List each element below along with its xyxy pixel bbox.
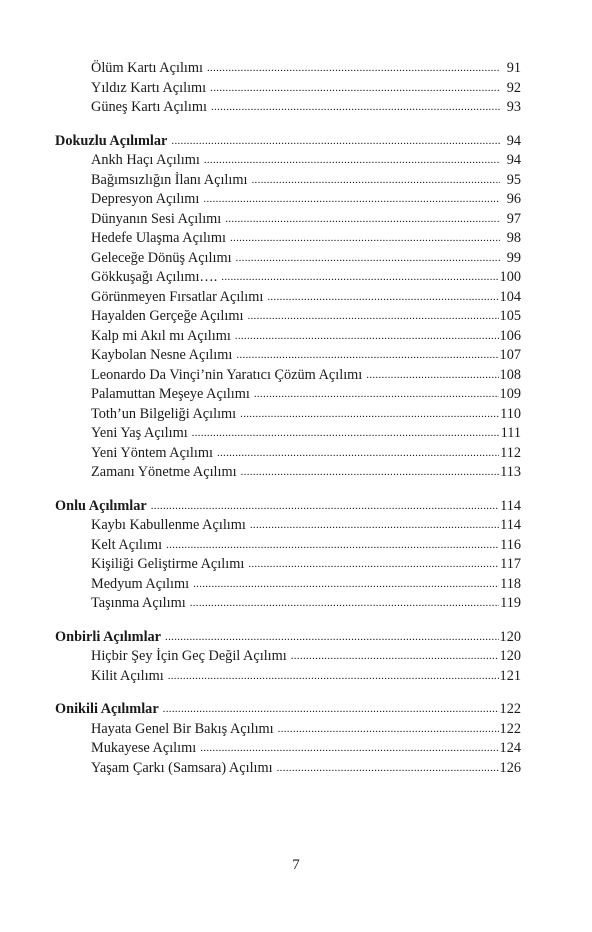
dot-leader <box>207 59 500 79</box>
toc-entry <box>55 444 521 464</box>
dot-leader <box>248 555 499 575</box>
dot-leader <box>251 171 500 191</box>
toc-section-heading <box>55 132 521 152</box>
dot-leader <box>366 366 498 386</box>
toc-entry <box>55 516 521 536</box>
toc-entry <box>55 79 521 99</box>
toc-entry <box>55 327 521 347</box>
page-number: 7 <box>292 857 300 873</box>
toc-entry-page: 108 <box>499 366 521 383</box>
toc-entry-page: 124 <box>499 740 521 756</box>
dot-leader <box>241 463 499 483</box>
toc-entry-label: Gökkuşağı Açılımı…. <box>91 269 218 285</box>
toc-entry-page: 96 <box>506 191 521 207</box>
toc-entry-label: Hiçbir Şey İçin Geç Değil Açılımı <box>91 648 287 664</box>
toc-section-page: 114 <box>500 497 521 514</box>
dot-leader <box>230 229 500 249</box>
toc-section-page: 94 <box>506 132 521 149</box>
toc-entry-page: 93 <box>506 99 521 115</box>
toc-entry-label: Taşınma Açılımı <box>91 595 186 611</box>
toc-entry-label: Medyum Açılımı <box>91 575 190 592</box>
dot-leader <box>291 647 499 667</box>
toc-entry <box>55 288 521 308</box>
toc-entry <box>55 536 521 556</box>
toc-entry-page: 126 <box>499 759 521 776</box>
dot-leader <box>211 98 500 118</box>
toc-entry-label: Hayalden Gerçeğe Açılımı <box>91 308 244 324</box>
table-of-contents <box>55 59 521 792</box>
dot-leader <box>210 79 500 99</box>
dot-leader <box>278 720 499 740</box>
toc-entry-label: Kilit Açılımı <box>91 667 164 684</box>
dot-leader <box>217 444 499 464</box>
toc-section-title: Onbirli Açılımlar <box>55 628 162 645</box>
toc-entry-page: 91 <box>506 60 521 76</box>
dot-leader <box>236 346 498 366</box>
toc-entry <box>55 739 521 759</box>
dot-leader <box>193 575 499 595</box>
dot-leader <box>236 249 500 269</box>
dot-leader <box>225 210 500 230</box>
toc-entry <box>55 647 521 667</box>
toc-entry-label: Dünyanın Sesi Açılımı <box>91 210 222 227</box>
toc-entry-page: 98 <box>506 230 521 246</box>
toc-entry <box>55 171 521 191</box>
dot-leader <box>240 405 499 425</box>
toc-entry-page: 99 <box>506 249 521 266</box>
dot-leader <box>166 536 499 556</box>
toc-entry-page: 114 <box>500 517 521 533</box>
toc-section-page: 120 <box>499 628 521 645</box>
toc-entry-page: 113 <box>500 464 521 480</box>
toc-entry-label: Yeni Yöntem Açılımı <box>91 444 213 461</box>
toc-entry <box>55 405 521 425</box>
toc-entry-label: Depresyon Açılımı <box>91 191 200 207</box>
dot-leader <box>221 268 498 288</box>
toc-entry-page: 112 <box>500 444 521 461</box>
toc-entry-page: 105 <box>499 308 521 324</box>
toc-entry-label: Mukayese Açılımı <box>91 740 197 756</box>
toc-section-title: Onikili Açılımlar <box>55 701 159 717</box>
toc-entry-page: 120 <box>499 648 521 664</box>
toc-entry <box>55 98 521 118</box>
toc-section-title: Onlu Açılımlar <box>55 497 147 514</box>
dot-leader <box>171 132 500 152</box>
toc-entry-label: Kalp mi Akıl mı Açılımı <box>91 327 231 344</box>
toc-section-page: 122 <box>499 701 521 717</box>
toc-entry <box>55 594 521 614</box>
dot-leader <box>190 594 499 614</box>
dot-leader <box>165 628 499 648</box>
toc-entry <box>55 759 521 779</box>
toc-section-heading <box>55 497 521 517</box>
dot-leader <box>151 497 499 517</box>
toc-entry-page: 95 <box>506 171 521 188</box>
toc-entry-page: 94 <box>506 152 521 168</box>
toc-entry <box>55 424 521 444</box>
toc-group-onlu <box>55 497 521 614</box>
dot-leader <box>163 700 499 720</box>
toc-entry <box>55 667 521 687</box>
toc-entry-label: Leonardo Da Vinçi’nin Yaratıcı Çözüm Açılımı <box>91 366 363 383</box>
toc-entry-page: 110 <box>500 405 521 422</box>
toc-entry <box>55 59 521 79</box>
toc-entry <box>55 268 521 288</box>
toc-group-onikili <box>55 700 521 778</box>
toc-entry-page: 116 <box>500 536 521 553</box>
toc-entry-label: Kaybı Kabullenme Açılımı <box>91 517 246 533</box>
toc-entry-page: 107 <box>499 347 521 363</box>
toc-section-heading <box>55 700 521 720</box>
toc-entry-page: 109 <box>499 386 521 402</box>
toc-group-continued <box>55 59 521 118</box>
toc-entry-page: 117 <box>500 556 521 572</box>
dot-leader <box>250 516 499 536</box>
toc-entry-label: Hedefe Ulaşma Açılımı <box>91 230 226 246</box>
toc-entry-page: 106 <box>499 327 521 344</box>
toc-entry-page: 122 <box>499 720 521 737</box>
toc-entry-label: Palamuttan Meşeye Açılımı <box>91 386 250 402</box>
toc-entry-label: Toth’un Bilgeliği Açılımı <box>91 405 237 422</box>
toc-entry-page: 118 <box>500 575 521 592</box>
toc-entry-label: Güneş Kartı Açılımı <box>91 99 207 115</box>
dot-leader <box>267 288 498 308</box>
toc-entry-label: Bağımsızlığın İlanı Açılımı <box>91 171 248 188</box>
toc-entry-page: 100 <box>499 269 521 285</box>
toc-entry <box>55 210 521 230</box>
toc-entry-page: 121 <box>499 667 521 684</box>
dot-leader <box>168 667 499 687</box>
toc-entry <box>55 151 521 171</box>
toc-group-dokuzlu <box>55 132 521 483</box>
toc-entry <box>55 575 521 595</box>
toc-section-title: Dokuzlu Açılımlar <box>55 132 168 149</box>
toc-entry-label: Hayata Genel Bir Bakış Açılımı <box>91 720 274 737</box>
toc-entry-page: 111 <box>500 425 521 441</box>
toc-entry <box>55 720 521 740</box>
dot-leader <box>235 327 499 347</box>
toc-entry-label: Yıldız Kartı Açılımı <box>91 79 207 96</box>
toc-entry <box>55 249 521 269</box>
toc-entry-page: 97 <box>506 210 521 227</box>
dot-leader <box>277 759 499 779</box>
toc-entry <box>55 229 521 249</box>
toc-entry <box>55 385 521 405</box>
toc-entry-label: Yaşam Çarkı (Samsara) Açılımı <box>91 759 273 776</box>
toc-entry <box>55 463 521 483</box>
toc-entry-label: Ankh Haçı Açılımı <box>91 152 200 168</box>
dot-leader <box>247 307 498 327</box>
toc-entry-label: Kişiliği Geliştirme Açılımı <box>91 556 245 572</box>
toc-entry <box>55 190 521 210</box>
toc-entry-label: Yeni Yaş Açılımı <box>91 425 188 441</box>
toc-entry-label: Zamanı Yönetme Açılımı <box>91 464 237 480</box>
toc-section-heading <box>55 628 521 648</box>
dot-leader <box>204 151 500 171</box>
dot-leader <box>254 385 499 405</box>
toc-group-onbirli <box>55 628 521 687</box>
toc-entry-page: 92 <box>506 79 521 96</box>
toc-entry <box>55 555 521 575</box>
toc-entry-label: Geleceğe Dönüş Açılımı <box>91 249 232 266</box>
toc-entry-label: Görünmeyen Fırsatlar Açılımı <box>91 288 264 305</box>
toc-entry <box>55 307 521 327</box>
toc-entry-page: 104 <box>499 288 521 305</box>
toc-entry-page: 119 <box>500 595 521 611</box>
toc-entry-label: Kelt Açılımı <box>91 536 163 553</box>
dot-leader <box>200 739 498 759</box>
dot-leader <box>192 424 500 444</box>
toc-entry <box>55 346 521 366</box>
toc-entry-label: Kaybolan Nesne Açılımı <box>91 347 233 363</box>
toc-entry <box>55 366 521 386</box>
toc-entry-label: Ölüm Kartı Açılımı <box>91 60 203 76</box>
dot-leader <box>203 190 500 210</box>
